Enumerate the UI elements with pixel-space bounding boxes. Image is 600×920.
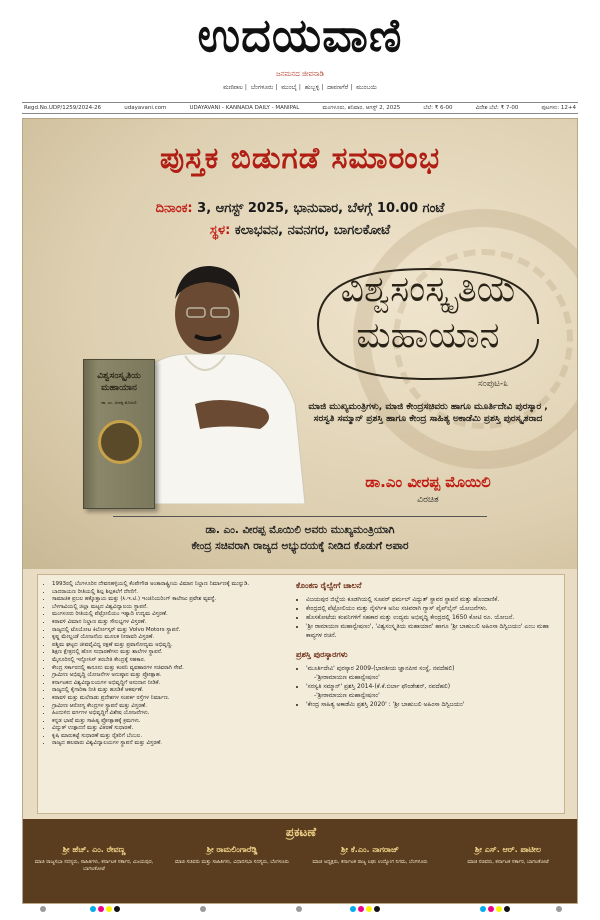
publishers-list bbox=[29, 845, 573, 873]
award-item: -'ಶ್ರೀರಾಮಾಯಣ ಮಹಾನ್ವೇಷಣಂ' bbox=[314, 674, 380, 681]
reg-mark bbox=[374, 906, 380, 912]
book-cover bbox=[83, 359, 155, 509]
reg-mark bbox=[106, 906, 112, 912]
registration-number: Regd.No.UDP/1259/2024-26 bbox=[24, 105, 102, 111]
publisher bbox=[167, 845, 297, 873]
right-column bbox=[296, 581, 558, 719]
publisher bbox=[443, 845, 573, 873]
achievement-item: • ಕೃಷ್ಣ ಮೇಲ್ದಂಡೆ ಯೋಜನೆಯ ಮೂಲಕ ನೀರಾವರಿ ವಿಸ್ತರಣೆ. bbox=[52, 634, 286, 642]
reg-mark bbox=[556, 906, 562, 912]
konkan-railway-heading: ಕೊಂಕಣ ರೈಲ್ವೇಗೆ ಚಾಲನೆ bbox=[296, 581, 362, 590]
edition-item: ಬೆಂಗಳೂರು bbox=[250, 84, 274, 91]
edition-item: ಮುಂಬೈ bbox=[281, 84, 297, 91]
foreign-price: ವಿದೇಶ ಬೆಲೆ: ₹ 7-00 bbox=[475, 104, 519, 111]
edition-item: ಹುಬ್ಬಳ್ಳಿ bbox=[304, 84, 320, 91]
publisher-role: ಮಾಜಿ ರಾಜ್ಯಸಭಾ ಸದಸ್ಯರು, ಸಾಹಿತಿಗಳು, ಕರ್ನಾಟಕ ಸರ್ಕಾರ, ವಿಜಯಪುರ, ಬಾಗಲಕೋಟೆ bbox=[34, 859, 154, 872]
publisher bbox=[29, 845, 159, 873]
dateline bbox=[22, 102, 578, 114]
achievement-item: • 1993ರಲ್ಲಿ ಬೆಂಗಳೂರಿನ ದೇವನಹಳ್ಳಿಯಲ್ಲಿ ಕೆಂಪೇಗೌಡ ಅಂತಾರಾಷ್ಟ್ರೀಯ ವಿಮಾನ ನಿಲ್ದಾಣ ನಿರ್ಮಾಣಕ್ಕೆ ಮುನ್ನುಡಿ. bbox=[52, 581, 286, 589]
venue-value: ಕಲಾಭವನ, ನವನಗರ, ಬಾಗಲಕೋಟೆ bbox=[230, 223, 391, 238]
reg-mark bbox=[90, 906, 96, 912]
awards-heading: ಪ್ರಶಸ್ತಿ ಪುರಸ್ಕಾರಗಳು bbox=[296, 650, 348, 659]
publishers-title: ಪ್ರಕಟಣೆ bbox=[285, 825, 317, 839]
achievement-item: • ಸಾಮಾಜಿಕ ಪ್ರಬಲ ಹಕ್ಕೊತ್ತಾಯ ಮತ್ತು (ಸಿ.ಇ.ಟಿ.) ಇಂಜಿನಿಯರಿಂಗ್ ಕಾಲೇಜು ಪ್ರವೇಶ ವ್ಯವಸ್ಥೆ. bbox=[52, 596, 286, 604]
website-link[interactable]: udayavani.com bbox=[124, 105, 167, 111]
achievement-item: • ಕರಾವಳಿ ವಿಮಾನ ನಿಲ್ದಾಣ ಮತ್ತು ಸೌಲಭ್ಯಗಳ ವಿಸ್ತರಣೆ. bbox=[52, 619, 286, 627]
edition-item: ದಾವಣಗೆರೆ bbox=[327, 84, 349, 91]
award-item: • 'ಮೂರ್ತಿದೇವಿ' ಪುರಸ್ಕಾರ 2009-(ಭಾರತೀಯ ಜ್ಞಾನಪೀಠ ಸಂಸ್ಥೆ, ನವದೆಹಲಿ) bbox=[306, 664, 558, 673]
edition-list: ಮಣಿಪಾಲ | ಬೆಂಗಳೂರು | ಮುಂಬೈ | ಹುಬ್ಬಳ್ಳಿ | ದಾವಣಗೆರೆ | ಮುಂಬಯಿ bbox=[223, 84, 377, 91]
award-item: • 'ಸರಸ್ವತಿ ಸಮ್ಮಾನ್' ಪ್ರಶಸ್ತಿ 2014-(ಕೆ.ಕೆ.ಬಿರ್ಲಾ ಫೌಂಡೇಶನ್, ನವದೆಹಲಿ) bbox=[306, 682, 558, 691]
award-item: -'ಶ್ರೀರಾಮಾಯಣ ಮಹಾನ್ವೇಷಣಂ' bbox=[314, 692, 380, 699]
achievement-item: • ರಾಜ್ಯದಲ್ಲಿ ಟೊಯೋಟ ಕಿರ್ಲೋಸ್ಕರ್ ಮತ್ತು Volvo Motors ಸ್ಥಾಪನೆ. bbox=[52, 627, 286, 635]
konkan-item: • ಕೇಂದ್ರದಲ್ಲಿ ಪೆಟ್ರೋಲಿಯಂ ಮತ್ತು ನೈಸರ್ಗಿಕ ಅನಿಲ ಸಚಿವರಾಗಿ ಗ್ಯಾಸ್ ಪೈಪ್‌ಲೈನ್ ಯೋಜನೆಗಳು. bbox=[306, 604, 558, 613]
book-volume: ಸಂಪುಟ-೩ bbox=[478, 379, 509, 389]
achievement-item: • ರಾಜ್ಯದಲ್ಲಿ ಕೈಗಾರಿಕಾ ನೀತಿ ಮತ್ತು ಹೂಡಿಕೆ ಆಕರ್ಷಣೆ. bbox=[52, 687, 286, 695]
book-cover-author: ಡಾ. ಎಂ. ವೀರಪ್ಪ ಮೊಯಿಲಿ bbox=[101, 400, 137, 405]
book-title-line1: ವಿಶ್ವಸಂಸ್ಕೃತಿಯ bbox=[340, 269, 516, 310]
awards-list bbox=[306, 664, 558, 709]
venue-label: ಸ್ಥಳ: bbox=[209, 223, 231, 238]
date-value: 3, ಆಗಸ್ಟ್ 2025, ಭಾನುವಾರ, ಬೆಳಗ್ಗೆ 10.00 ಗಂಟೆ bbox=[192, 201, 445, 216]
reg-mark bbox=[98, 906, 104, 912]
book-title-line2: ಮಹಾಯಾನ bbox=[356, 315, 500, 356]
achievement-item: • ಬಾದರಾಯಣ ರೀತಿಯಲ್ಲಿ ಶಿಲ್ಪ ಶಿಲ್ಪಕಲೆಗೆ ದೇಣಿಗೆ. bbox=[52, 589, 286, 597]
achievements-panel bbox=[37, 574, 565, 814]
konkan-item: • ವಿಜಯಪುರ ಜಿಲ್ಲೆಯ ಕೂಡಗಿಯಲ್ಲಿ ಸೂಪರ್ ಥರ್ಮಲ್ ವಿದ್ಯುತ್ ಸ್ಥಾವರ ಸ್ಥಾಪನೆ ಮತ್ತು ಹೊಂದಾಣಿಕೆ. bbox=[306, 595, 558, 604]
book-cover-title-line2: ಮಹಾಯಾನ bbox=[101, 383, 137, 393]
edition-name: UDAYAVANI - KANNADA DAILY - MANIPAL bbox=[189, 105, 300, 111]
event-date bbox=[23, 201, 577, 216]
publisher bbox=[305, 845, 435, 873]
konkan-item: • ಹೊಸಕೋಟೆಯ ಕಂಪನಿಗಳಿಗೆ ಸಹಕಾರ ಮತ್ತು ಉದ್ಯಮ ಅಭಿವೃದ್ಧಿ ಕೇಂದ್ರದಲ್ಲಿ 1650 ಕೋಟಿ ರೂ. ಯೋಜನೆ. bbox=[306, 613, 558, 622]
achievement-item: • ಬೆಳಗಾವಿಯಲ್ಲಿ ಜಿಲ್ಲಾ ಮಟ್ಟದ ವಿಶ್ವವಿದ್ಯಾಲಯ ಸ್ಥಾಪನೆ. bbox=[52, 604, 286, 612]
issue-date: ಮಂಗಳೂರು, ಶನಿವಾರ, ಆಗಸ್ಟ್ 2, 2025 bbox=[322, 104, 401, 111]
divider bbox=[113, 516, 487, 517]
konkan-list bbox=[306, 595, 558, 640]
achievement-item: • ಕೃಷಿ ಮಾರುಕಟ್ಟೆ ಸುಧಾರಣೆ ಮತ್ತು ರೈತರಿಗೆ ಬೆಂಬಲ. bbox=[52, 733, 286, 741]
reg-mark bbox=[496, 906, 502, 912]
publisher-role: ಮಾಜಿ ಸಚಿವರು ಮತ್ತು ಸಾಹಿತಿಗಳು, ವಿಧಾನಸಭಾ ಸದಸ್ಯರು, ಬೆಂಗಳೂರು bbox=[175, 859, 289, 865]
book-cover-title-line1: ವಿಶ್ವಸಂಸ್ಕೃತಿಯ bbox=[97, 371, 141, 381]
achievement-item: • ಕೇಂದ್ರ ಸರ್ಕಾರದಲ್ಲಿ ಕಾನೂನು ಮತ್ತು ಕಂಪನಿ ವ್ಯವಹಾರಗಳ ಸಚಿವರಾಗಿ ಸೇವೆ. bbox=[52, 665, 286, 673]
edition-item: ಮುಂಬಯಿ bbox=[356, 84, 377, 91]
reg-mark bbox=[480, 906, 486, 912]
reg-mark bbox=[40, 906, 46, 912]
achievement-item: • ಶಿಕ್ಷಣ ಕ್ಷೇತ್ರದಲ್ಲಿ ಹೊಸ ಸುಧಾರಣೆಗಳು ಮತ್ತು ಶಾಲೆಗಳ ಸ್ಥಾಪನೆ. bbox=[52, 649, 286, 657]
banner-line-1: ಡಾ. ಎಂ. ವೀರಪ್ಪ ಮೊಯಿಲಿ ಅವರು ಮುಖ್ಯಮಂತ್ರಿಯಾಗಿ bbox=[205, 524, 395, 536]
achievements-list bbox=[44, 581, 286, 748]
publisher-name: ಶ್ರೀ ಎಸ್. ಆರ್. ಪಾಟೀಲ bbox=[474, 845, 542, 854]
author-credentials: ಮಾಜಿ ಮುಖ್ಯಮಂತ್ರಿಗಳು, ಮಾಜಿ ಕೇಂದ್ರಸಚಿವರು ಹಾಗೂ ಮೂರ್ತಿದೇವಿ ಪುರಸ್ಕಾರ , ಸರಸ್ವತಿ ಸಮ್ಮಾನ್ ಪ್ರಶಸ್ತಿ ಹಾಗೂ ಕೇಂದ್ರ ಸಾಹಿತ್ಯ ಅಕಾಡೆಮಿ ಪ್ರಶಸ್ತಿ ಪುರಸ್ಕೃತರಾದ bbox=[308, 402, 548, 424]
publishers-footer bbox=[23, 819, 578, 904]
newspaper-tagline: ಜನಮನದ ಜೀವನಾಡಿ bbox=[276, 70, 324, 78]
reg-mark bbox=[114, 906, 120, 912]
achievement-item: • ಹಿಂದುಳಿದ ವರ್ಗಗಳ ಅಭಿವೃದ್ಧಿಗೆ ವಿಶೇಷ ಯೋಜನೆಗಳು. bbox=[52, 710, 286, 718]
author-name: ಡಾ.ಎಂ ವೀರಪ್ಪ ಮೊಯಿಲಿ bbox=[365, 473, 491, 491]
reg-mark bbox=[350, 906, 356, 912]
reg-mark bbox=[504, 906, 510, 912]
book-cover-dial bbox=[98, 420, 142, 464]
page-count: ಪುಟಗಳು: 12+4 bbox=[541, 104, 576, 111]
book-title bbox=[293, 267, 563, 359]
event-title: ಪುಸ್ತಕ ಬಿಡುಗಡೆ ಸಮಾರಂಭ bbox=[159, 141, 441, 176]
edition-item: ಮಣಿಪಾಲ bbox=[223, 84, 243, 91]
achievement-item: • ವಿದ್ಯುತ್ ಉತ್ಪಾದನೆ ಮತ್ತು ವಿತರಣೆ ಸುಧಾರಣೆ. bbox=[52, 725, 286, 733]
reg-mark bbox=[366, 906, 372, 912]
reg-mark bbox=[488, 906, 494, 912]
publisher-role: ಮಾಜಿ ಅಧ್ಯಕ್ಷರು, ಕರ್ನಾಟಕ ರಾಜ್ಯ ಲಘು ಉದ್ಯೋಗ ನಿಗಮ, ಬೆಂಗಳೂರು bbox=[312, 859, 428, 865]
publisher-role: ಮಾಜಿ ಸಚಿವರು, ಕರ್ನಾಟಕ ಸರ್ಕಾರ, ಬಾಗಲಕೋಟೆ bbox=[467, 859, 549, 865]
achievement-item: • ರಾಜ್ಯದ ಹಲವಾರು ವಿಶ್ವವಿದ್ಯಾಲಯಗಳ ಸ್ಥಾಪನೆ ಮತ್ತು ವಿಸ್ತರಣೆ. bbox=[52, 740, 286, 748]
publisher-name: ಶ್ರೀ ಹೆಚ್. ಎಂ. ರೇವಣ್ಣ bbox=[62, 845, 126, 854]
advertisement bbox=[22, 118, 578, 904]
konkan-item: • 'ಶ್ರೀ ರಾಮಾಯಣ ಮಹಾನ್ವೇಷಣಂ', 'ವಿಶ್ವಸಂಸ್ಕೃತಿಯ ಮಹಾಯಾನ' ಹಾಗೂ 'ಶ್ರೀ ಬಾಹುಬಲಿ ಅಹಿಂಸಾ ದಿಗ್ವಿಜಯಂ' ಎಂಬ ಮಹಾ ಕಾವ್ಯಗಳ ರಚನೆ. bbox=[306, 622, 558, 640]
contribution-banner bbox=[83, 522, 517, 554]
newspaper-logo: ಉದಯವಾಣಿ bbox=[197, 8, 403, 62]
book-cover-title bbox=[88, 370, 150, 394]
achievement-item: • ಮೈಸೂರಿನಲ್ಲಿ ಇನ್ಫೋಸಿಸ್ ತರಬೇತಿ ಕೇಂದ್ರಕ್ಕೆ ಸಹಕಾರ. bbox=[52, 657, 286, 665]
publisher-name: ಶ್ರೀ ಕೆ.ಎಂ. ನಾಗರಾಜ್ bbox=[341, 845, 399, 854]
banner-line-2: ಕೇಂದ್ರ ಸಚಿವರಾಗಿ ರಾಜ್ಯದ ಅಭ್ಯುದಯಕ್ಕೆ ನೀಡಿದ ಕೊಡುಗೆ ಅಪಾರ bbox=[191, 540, 409, 552]
achievement-item: • ಗ್ರಾಮೀಣ ಅಭಿವೃದ್ಧಿ ಯೋಜನೆಗಳ ಅನುಷ್ಠಾನ ಮತ್ತು ಪ್ರೋತ್ಸಾಹ. bbox=[52, 672, 286, 680]
masthead bbox=[0, 0, 600, 100]
price: ಬೆಲೆ: ₹ 6-00 bbox=[423, 104, 453, 111]
achievement-item: • ಕರ್ನಾಟಕದ ವಿಶ್ವವಿದ್ಯಾಲಯಗಳ ಅಭಿವೃದ್ಧಿಗೆ ಅನುದಾನ ನೀಡಿಕೆ. bbox=[52, 680, 286, 688]
event-venue bbox=[23, 223, 577, 238]
reg-mark bbox=[358, 906, 364, 912]
achievement-item: • ಮಂಗಳೂರು ರೀತಿಯಲ್ಲಿ ಪೆಟ್ರೋಲಿಯಂ ಇತ್ಯಾದಿ ಉದ್ಯಮ ವಿಸ್ತರಣೆ. bbox=[52, 611, 286, 619]
print-registration-marks bbox=[0, 906, 600, 916]
achievement-item: • ಕನ್ನಡ ಭಾಷೆ ಮತ್ತು ಸಾಹಿತ್ಯ ಪ್ರೋತ್ಸಾಹಕ್ಕೆ ಕ್ರಮಗಳು. bbox=[52, 718, 286, 726]
reg-mark bbox=[296, 906, 302, 912]
publisher-name: ಶ್ರೀ ರಾಮಲಿಂಗಾರೆಡ್ಡಿ bbox=[206, 845, 258, 854]
date-label: ದಿನಾಂಕ: bbox=[155, 201, 193, 216]
reg-mark bbox=[200, 906, 206, 912]
achievement-item: • ಕರಾವಳಿ ಮತ್ತು ಮಲೆನಾಡು ಪ್ರದೇಶಗಳ ಸಂಪರ್ಕ ರಸ್ತೆಗಳ ನಿರ್ಮಾಣ. bbox=[52, 695, 286, 703]
award-item: • 'ಕೇಂದ್ರ ಸಾಹಿತ್ಯ ಅಕಾಡೆಮಿ ಪ್ರಶಸ್ತಿ 2020' : 'ಶ್ರೀ ಬಾಹುಬಲಿ ಅಹಿಂಸಾ ದಿಗ್ವಿಜಯಂ' bbox=[306, 700, 558, 709]
author-credit: ವಿರಚಿತ bbox=[417, 495, 439, 505]
achievement-item: • ಗ್ರಾಮೀಣ ಆರೋಗ್ಯ ಕೇಂದ್ರಗಳ ಸ್ಥಾಪನೆ ಮತ್ತು ವಿಸ್ತರಣೆ. bbox=[52, 703, 286, 711]
achievement-item: • ಪಶ್ಚಿಮ ಘಟ್ಟದ ಜೀವವೈವಿಧ್ಯ ರಕ್ಷಣೆ ಮತ್ತು ಪ್ರವಾಸೋದ್ಯಮ ಅಭಿವೃದ್ಧಿ. bbox=[52, 642, 286, 650]
